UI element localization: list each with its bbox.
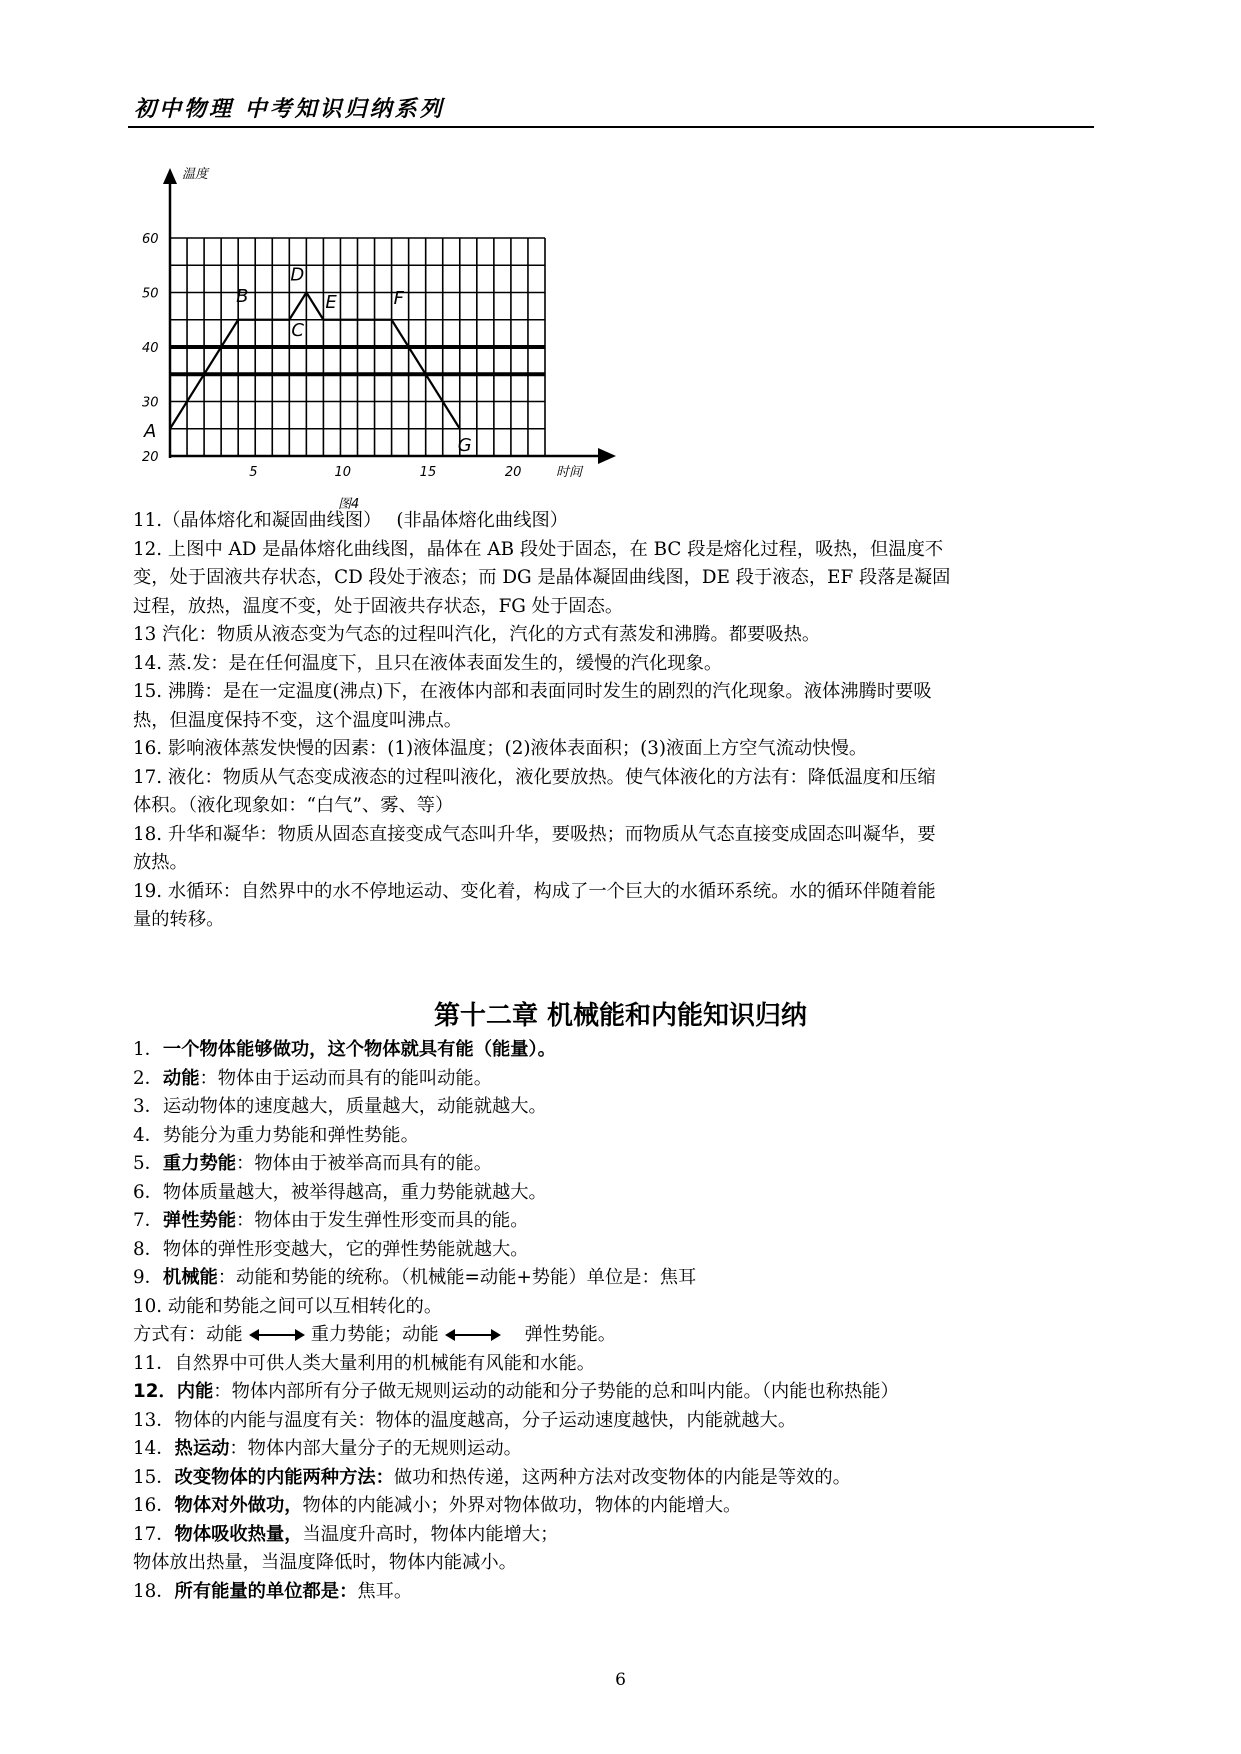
item-text: 焦耳。 — [357, 1580, 413, 1602]
list-item — [133, 1036, 1095, 1065]
body-line: 16. 影响液体蒸发快慢的因素：(1)液体温度；(2)液体表面积；(3)液面上方空气流动快慢。 — [133, 738, 868, 759]
item-text: 物体的内能与温度有关：物体的温度越高，分子运动速度越快，内能就越大。 — [174, 1409, 797, 1431]
point-label-a: A — [144, 420, 157, 442]
item-keyword: 动能 — [162, 1067, 200, 1089]
chapter-items — [133, 1036, 1095, 1606]
body-line: 13 汽化：物质从液态变为气态的过程叫汽化，汽化的方式有蒸发和沸腾。都要吸热。 — [133, 624, 821, 645]
item-text: 动能和势能之间可以互相转化的。 — [167, 1295, 443, 1317]
item-number: 14． — [133, 1438, 175, 1459]
item-text: ：动能和势能的统称。（机械能=动能+势能）单位是：焦耳 — [217, 1267, 697, 1288]
y-axis-label: 温度 — [182, 167, 209, 182]
y-tick-label: 60 — [142, 232, 159, 247]
curve-line — [170, 293, 460, 429]
body-text — [133, 507, 1095, 935]
y-tick-label: 50 — [142, 286, 159, 302]
figure-caption: 图4 — [338, 497, 360, 512]
item-keyword: 内能 — [176, 1381, 214, 1402]
item-text: 自然界中可供人类大量利用的机械能有风能和水能。 — [174, 1352, 596, 1374]
item-text: 势能分为重力势能和弹性势能。 — [162, 1124, 419, 1146]
item-number: 3． — [133, 1096, 163, 1117]
item-number: 6． — [133, 1181, 163, 1203]
y-tick-label: 20 — [142, 450, 159, 465]
body-line: 19. 水循环：自然界中的水不停地运动、变化着，构成了一个巨大的水循环系统。水的循环伴随着能 — [133, 880, 936, 902]
item-text: 当温度升高时，物体内能增大； — [302, 1523, 559, 1545]
item-text: 物体的弹性形变越大，它的弹性势能就越大。 — [162, 1238, 529, 1260]
list-item — [133, 1150, 1095, 1179]
point-label-e: E — [325, 291, 337, 313]
list-item — [133, 1065, 1095, 1094]
body-line: 11.（晶体熔化和凝固曲线图） (非晶体熔化曲线图） — [133, 510, 569, 531]
conversion-line — [133, 1321, 1095, 1350]
item-text: 物体的内能减小；外界对物体做功，物体的内能增大。 — [302, 1495, 742, 1516]
grid — [170, 238, 545, 456]
item-keyword: 一个物体能够做功，这个物体就具有能（能量）。 — [162, 1039, 556, 1060]
double-arrow-icon — [445, 1328, 501, 1342]
list-item — [133, 1293, 1095, 1322]
chapter-title: 第十二章 机械能和内能知识归纳 — [433, 1001, 808, 1031]
header-title: 初中物理 中考知识归纳系列 — [134, 97, 445, 122]
item-keyword: 机械能 — [162, 1267, 218, 1288]
x-axis-label: 时间 — [556, 465, 583, 480]
item-keyword: 重力势能 — [162, 1153, 237, 1174]
y-axis-arrow-icon — [163, 168, 177, 184]
list-item — [133, 1578, 1095, 1607]
item-keyword: 物体对外做功， — [174, 1495, 303, 1516]
point-label-f: F — [393, 287, 404, 309]
body-line: 体积。（液化现象如：“白气”、雾、等） — [133, 795, 454, 816]
body-line: 18. 升华和凝华：物质从固态直接变成气态叫升华，要吸热；而物质从气态直接变成固态叫凝华，要 — [133, 823, 936, 845]
item-number: 10. — [133, 1295, 168, 1317]
body-line: 12. 上图中 AD 是晶体熔化曲线图，晶体在 AB 段处于固态，在 BC 段是熔化过程，吸热，但温度不 — [133, 538, 944, 560]
item-number: 17． — [133, 1523, 175, 1545]
body-line: 变，处于固液共存状态，CD 段处于液态；而 DG 是晶体凝固曲线图，DE 段于液态，EF 段落是凝固 — [133, 567, 951, 588]
page-header — [128, 92, 1094, 128]
list-item — [133, 1492, 1095, 1521]
point-label-g: G — [457, 434, 472, 456]
list-item — [133, 1264, 1095, 1293]
item-text: ：物体由于发生弹性形变而具的能。 — [236, 1210, 529, 1231]
point-label-c: C — [291, 319, 304, 341]
item-text: ：物体内部所有分子做无规则运动的动能和分子势能的总和叫内能。（内能也称热能） — [213, 1381, 899, 1402]
item-number: 18． — [133, 1580, 175, 1602]
conversion-lead: 方式有：动能 — [133, 1324, 243, 1345]
item-number: 1． — [133, 1039, 163, 1060]
item-number: 4． — [133, 1124, 163, 1146]
conversion-tail: 弹性势能。 — [524, 1324, 617, 1345]
x-tick-label: 15 — [419, 465, 437, 480]
item-number: 12． — [133, 1381, 177, 1402]
item-text: 物体质量越大，被举得越高，重力势能就越大。 — [162, 1181, 547, 1203]
item-number: 5． — [133, 1153, 163, 1174]
y-tick-label: 30 — [142, 395, 159, 411]
body-line: 量的转移。 — [133, 909, 225, 930]
double-arrow-icon — [249, 1328, 305, 1342]
body-line: 过程，放热，温度不变，处于固液共存状态，FG 处于固态。 — [133, 595, 624, 617]
item-text: ：物体由于运动而具有的能叫动能。 — [199, 1067, 492, 1089]
x-tick-label: 20 — [504, 465, 522, 480]
body-line: 放热。 — [133, 852, 188, 873]
list-item — [133, 1236, 1095, 1265]
item-text: 运动物体的速度越大，质量越大，动能就越大。 — [162, 1096, 547, 1117]
x-tick-label: 10 — [334, 465, 352, 480]
item-number: 11． — [133, 1352, 175, 1374]
body-line: 14. 蒸.发：是在任何温度下，且只在液体表面发生的，缓慢的汽化现象。 — [133, 652, 723, 674]
x-axis-arrow-icon — [598, 448, 616, 464]
list-item — [133, 1378, 1095, 1407]
item-number: 9． — [133, 1267, 163, 1288]
item-number: 13． — [133, 1409, 175, 1431]
item-keyword: 物体吸收热量， — [174, 1523, 303, 1545]
item-keyword: 所有能量的单位都是： — [174, 1580, 358, 1602]
list-item — [133, 1093, 1095, 1122]
item-text: 物体放出热量，当温度降低时，物体内能减小。 — [133, 1552, 517, 1573]
conversion-mid: 重力势能；动能 — [310, 1324, 439, 1345]
list-item — [133, 1122, 1095, 1151]
item-number: 2． — [133, 1067, 163, 1089]
item-text: ：物体由于被举高而具有的能。 — [236, 1153, 492, 1174]
list-item — [133, 1464, 1095, 1493]
list-item — [133, 1407, 1095, 1436]
list-item — [133, 1549, 1095, 1578]
item-text: ：物体内部大量分子的无规则运动。 — [229, 1438, 522, 1459]
body-line: 热，但温度保持不变，这个温度叫沸点。 — [133, 709, 463, 731]
list-item — [133, 1350, 1095, 1379]
item-number: 7． — [133, 1210, 163, 1231]
item-number: 8． — [133, 1238, 163, 1260]
item-number: 15． — [133, 1466, 175, 1488]
item-number: 16． — [133, 1495, 175, 1516]
x-tick-label: 5 — [249, 465, 258, 480]
list-item — [133, 1521, 1095, 1550]
body-line: 15. 沸腾：是在一定温度(沸点)下，在液体内部和表面同时发生的剧烈的汽化现象。液体沸腾时要吸 — [133, 681, 932, 702]
point-label-d: D — [290, 264, 305, 286]
page-number: 6 — [615, 1670, 626, 1690]
item-keyword: 热运动 — [174, 1438, 230, 1459]
body-line: 17. 液化：物质从气态变成液态的过程叫液化，液化要放热。使气体液化的方法有：降低温度和压缩 — [133, 766, 936, 788]
point-label-b: B — [236, 285, 249, 307]
list-item — [133, 1435, 1095, 1464]
y-tick-label: 40 — [142, 341, 159, 356]
item-keyword: 改变物体的内能两种方法： — [174, 1466, 394, 1488]
item-text: 做功和热传递，这两种方法对改变物体的内能是等效的。 — [393, 1466, 851, 1488]
list-item — [133, 1179, 1095, 1208]
list-item — [133, 1207, 1095, 1236]
item-keyword: 弹性势能 — [162, 1210, 237, 1231]
